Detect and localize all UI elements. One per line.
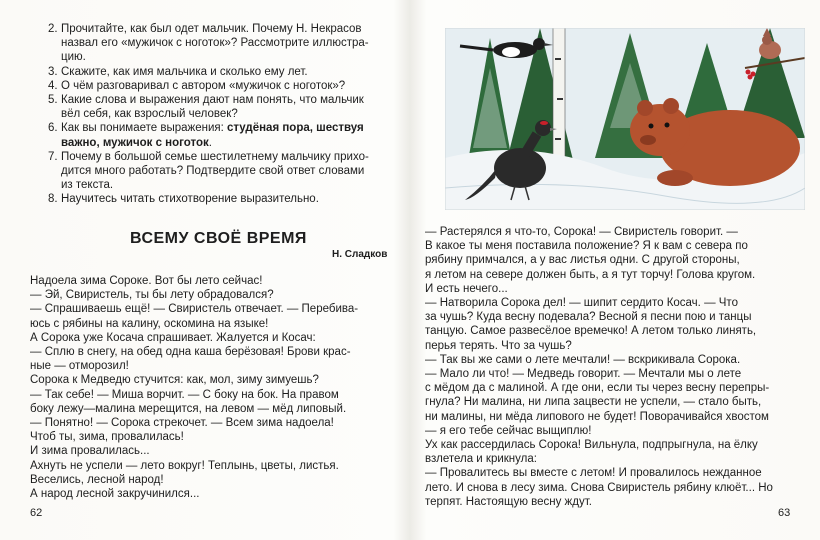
question-item: 4. О чём разговаривал с автором «мужичок с ноготок»? — [48, 79, 346, 92]
left-page — [0, 0, 400, 540]
question-item: 2. Прочитайте, как был одет мальчик. Почему Н. Некрасов назвал его «мужичок с ноготок»? Рассмотрите иллюстра- цию. — [48, 23, 369, 64]
forest-animals-illustration — [445, 28, 805, 210]
question-item: 6. Как вы понимаете выражения: студёная пора, шествуя важно, мужичок с ноготок. — [48, 122, 364, 149]
question-item: 3. Скажите, как имя мальчика и сколько ему лет. — [48, 65, 308, 78]
page-number-right: 63 — [778, 507, 791, 519]
right-page — [410, 0, 810, 540]
page-number-left: 62 — [30, 507, 43, 519]
story-title: ВСЕМУ СВОЁ ВРЕМЯ — [130, 230, 307, 247]
story-author: Н. Сладков — [332, 249, 388, 260]
question-item: 7. Почему в большой семье шестилетнему мальчику прихо- дится много работать? Подтвердите свой ответ словами из текста. — [48, 150, 369, 192]
story-text-left: Надоела зима Сороке. Вот бы лето сейчас! — Эй, Свиристель, ты бы лету обрадовался? — Спрашиваешь ещё! — Свиристель отвечает. — Перебива- юсь с рябины на калину, оскомина на языке! А Сорока уже Косача спрашивает. Жалуется и Косач: — Сплю в снегу, на обед одна каша берёзовая! Брови крас- ные — отморозил! Сорока к Медведю стучится: как, мол, зиму зимуешь? — Так себе! — Миша ворчит. — С боку на бок. На правом боку лежу—малина мерещится, на левом — мёд липовый. — Понятно! — Сорока стрекочет. — Всем зима надоела! Чтоб ты, зима, провалилась! И зима провалилась... Ахнуть не успели — лето вокруг! Теплынь, цветы, листья. Веселись, лесной народ! А народ лесной закручинился... — [30, 275, 359, 501]
illustration-svg — [445, 28, 805, 210]
question-item: 5. Какие слова и выражения дают нам понять, что мальчик вёл себя, как взрослый человек? — [48, 94, 364, 121]
question-list — [30, 22, 400, 207]
story-text-right: — Растерялся я что-то, Сорока! — Свиристель говорит. — В какое ты меня поставила положение? Я к вам с севера по рябину примчался, а у вас листья одни. С другой стороны, я летом на севере должен быть, а я тут торчу! Голова кругом. И есть нечего... — Натворила Сорока дел! — шипит сердито Косач. — Что за чушь? Куда весну подевала? Весной я песни пою и танцы танцую. Самое развесёлое времечко! А летом только линять, перья терять. Что за чушь? — Так вы же сами о лете мечтали! — вскрикивала Сорока. — Мало ли что! — Медведь говорит. — Мечтали мы о лете с мёдом да с малиной. А где они, если ты через весну перепры- гнула? Ни малина, ни липа зацвести не успели, — стало быть, ни малины, ни мёда липового не будет! Поворачивайся хвостом — я его тебе сейчас выщиплю! Ух как рассердилась Сорока! Вильнула, подпрыгнула, на ёлку взлетела и крикнула: — Провалитесь вы вместе с летом! И провалилось нежданное лето. И снова в лесу зима. Снова Свиристель рябину клюёт... Но терпят. Настоящую весну ждут. — [425, 226, 773, 508]
question-item: 8. Научитесь читать стихотворение выразительно. — [48, 193, 319, 206]
